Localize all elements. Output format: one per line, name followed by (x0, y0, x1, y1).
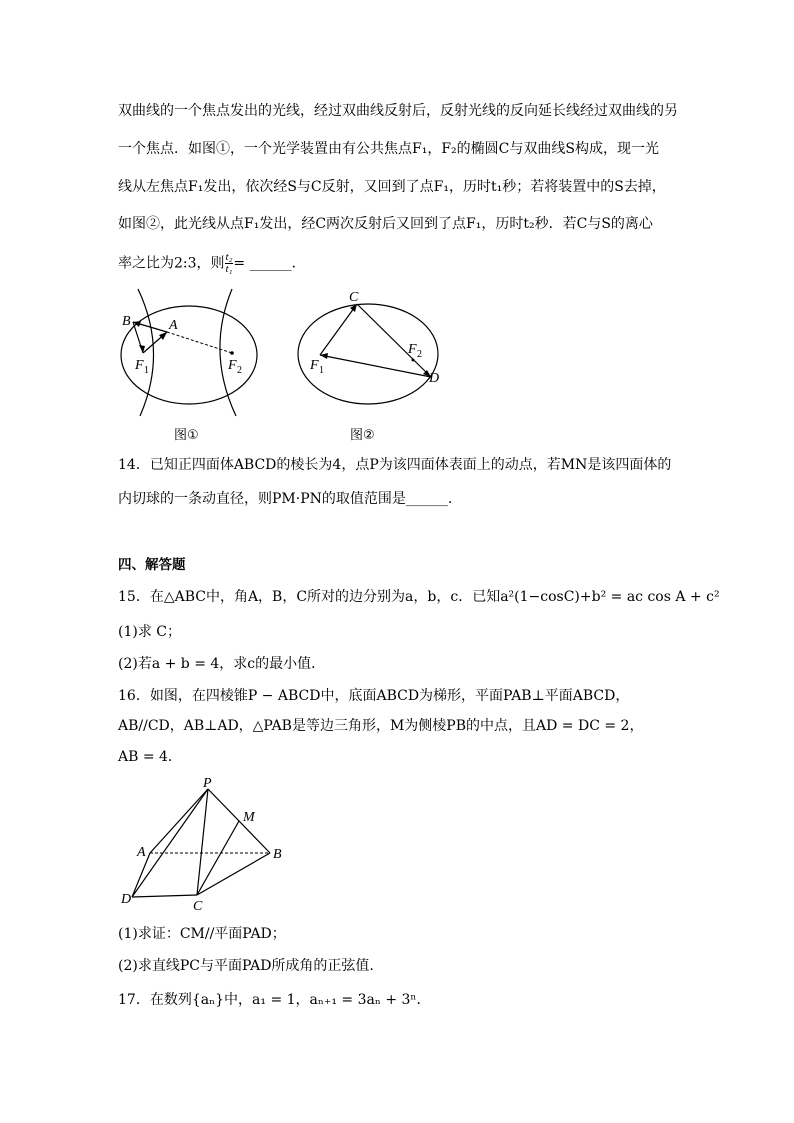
pyr-label-B: B (273, 847, 282, 862)
q14-line-2: 内切球的一条动直径，则PM·PN的取值范围是______. (118, 491, 453, 507)
q13-line-4: 如图②，此光线从点F₁发出，经C两次反射后又回到了点F₁，历时t₂秒．若C与S的离心 (118, 216, 653, 232)
q13-line-1: 双曲线的一个焦点发出的光线，经过双曲线反射后，反射光线的反向延长线经过双曲线的另 (118, 103, 678, 119)
fig1-point-F2 (230, 351, 234, 355)
section-4-title: 四、解答题 (118, 557, 186, 573)
q13-line-5 (118, 252, 678, 275)
fig1-label-F1: F (135, 358, 144, 373)
fig2-ray-DF1 (320, 355, 431, 377)
figure-2-caption: 图② (350, 428, 375, 443)
fig2-label-C: C (349, 290, 359, 305)
fig2-point-F2 (412, 359, 415, 362)
fig2-label-D: D (429, 371, 440, 386)
fig2-label-F1: F (310, 358, 319, 373)
fig2-ray-CD (357, 304, 431, 377)
q17-line-1: 17．在数列{aₙ}中，a₁ = 1，aₙ₊₁ = 3aₙ + 3ⁿ． (118, 992, 431, 1008)
q16-line-1: 16．如图，在四棱锥P − ABCD中，底面ABCD为梯形，平面PAB⊥平面ABCD， (118, 688, 630, 704)
q13-ratio-text: 率之比为2:3，则 (118, 255, 225, 272)
fig1-label-A: A (169, 318, 178, 333)
q16-part-1: (1)求证：CM//平面PAD； (118, 926, 286, 942)
pyr-edge-CB (197, 853, 270, 895)
pyr-label-M: M (243, 810, 255, 825)
figure-1-ellipse-hyperbola (110, 285, 270, 420)
pyr-edge-PA (150, 789, 208, 853)
pyr-label-C: C (193, 899, 203, 914)
figure-2-ellipse (290, 285, 450, 415)
q16-part-2: (2)求直线PC与平面PAD所成角的正弦值. (118, 958, 374, 974)
pyr-label-A: A (137, 845, 146, 860)
fig1-ellipse (121, 306, 257, 404)
q15-part-1: (1)求 C； (118, 624, 181, 640)
fig2-label-F2-sub: 2 (417, 349, 422, 360)
fig2-label-F1-sub: 1 (319, 365, 324, 376)
fig1-dashed-AF2 (167, 332, 232, 353)
fig1-label-F2: F (228, 358, 237, 373)
q15-line-1: 15．在△ABC中，角A，B，C所对的边分别为a，b，c．已知a²(1−cosC)+b² = ac cos A + c² (118, 589, 720, 605)
q16-line-3: AB = 4． (118, 749, 182, 765)
q15-part-2: (2)若a + b = 4，求c的最小值． (118, 656, 326, 672)
fig1-label-F1-sub: 1 (144, 365, 149, 376)
fig1-hyperbola-left-branch (138, 289, 154, 416)
fig2-ray-F1C (320, 304, 357, 355)
q13-frac-den: t₁ (225, 263, 233, 275)
fig1-label-F2-sub: 2 (237, 365, 242, 376)
pyr-edge-PD (132, 789, 208, 897)
q16-line-2: AB//CD，AB⊥AD，△PAB是等边三角形，M为侧棱PB的中点，且AD = DC = 2， (118, 718, 644, 734)
q13-frac-num: t₂ (225, 251, 233, 263)
figure-3-pyramid (115, 775, 295, 915)
fig1-arrowhead-A (159, 332, 167, 340)
pyr-label-P: P (203, 776, 212, 791)
q14-line-1: 14．已知正四面体ABCD的棱长为4，点P为该四面体表面上的动点，若MN是该四面体的 (118, 457, 672, 473)
q13-line-2: 一个焦点．如图①，一个光学装置由有公共焦点F₁，F₂的椭圆C与双曲线S构成，现一光 (118, 141, 659, 157)
q13-answer-blank: = ______． (233, 255, 306, 272)
pyr-edge-DC (132, 895, 197, 897)
figure-1-caption: 图① (174, 428, 199, 443)
fig1-label-B: B (122, 314, 131, 329)
fig2-label-F2: F (408, 342, 417, 357)
pyr-label-D: D (121, 892, 132, 907)
q13-line-3: 线从左焦点F₁发出，依次经S与C反射，又回到了点F₁，历时t₁秒；若将装置中的S去掉， (118, 179, 666, 195)
